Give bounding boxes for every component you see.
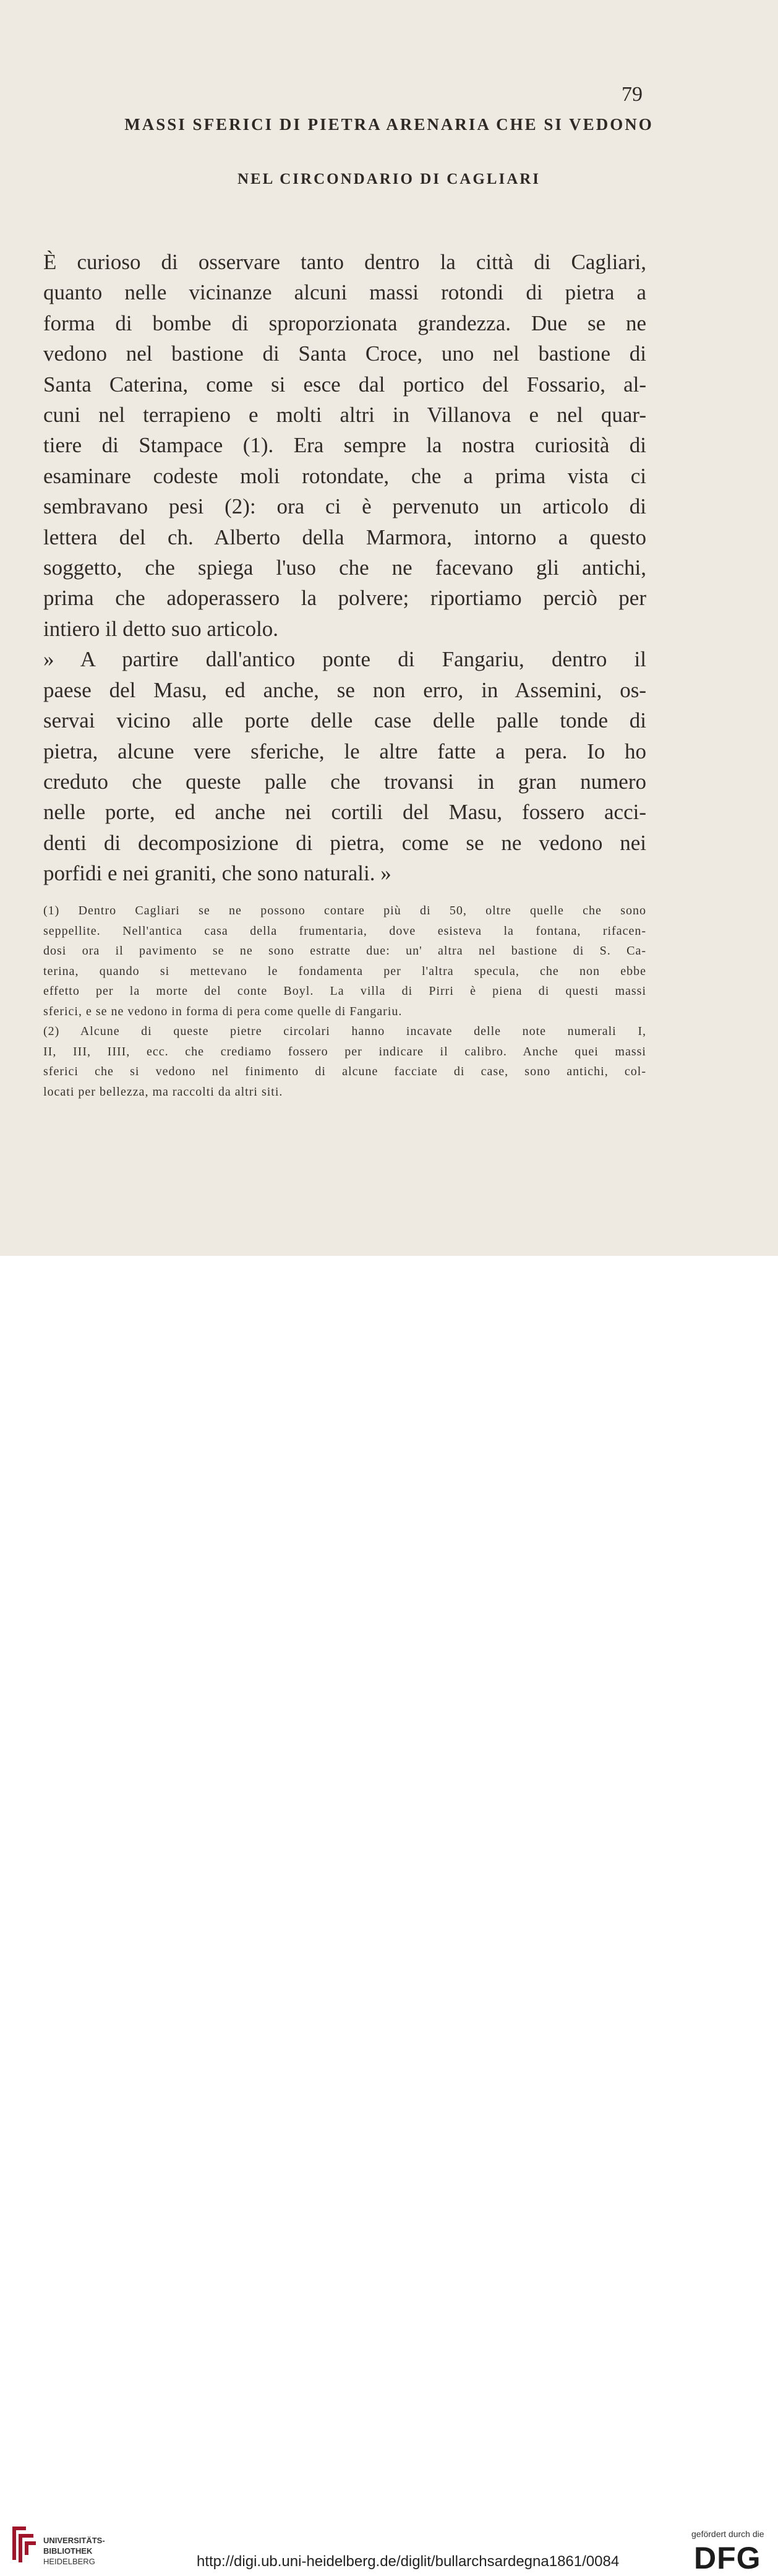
body-line: intiero il detto suo articolo. [43,616,279,641]
body-line: cuni nel terrapieno e molti altri in Villanova e nel quar- [43,403,646,427]
body-line: pietra, alcune vere sferiche, le altre fatte a pera. Io ho [43,739,646,763]
body-line: prima che adoperassero la polvere; riportiamo perciò per [43,586,646,611]
body-line: Santa Caterina, come si esce dal portico del Fossario, al- [43,372,646,397]
library-name-line3: HEIDELBERG [43,2557,95,2566]
footnote-line: dosi ora il pavimento se ne sono estratte due: un' altra nel bastione di S. Ca- [43,944,646,958]
body-text [43,247,646,889]
body-line: È curioso di osservare tanto dentro la città di Cagliari, [43,250,646,274]
body-line: porfidi e nei graniti, che sono naturali. » [43,861,391,886]
footnote-line: locati per bellezza, ma raccolti da altri siti. [43,1084,283,1099]
body-line: esaminare codeste moli rotondate, che a prima vista ci [43,463,646,488]
body-line: creduto che queste palle che trovansi in gran numero [43,769,646,794]
body-line: forma di bombe di sproporzionata grandezza. Due se ne [43,311,646,335]
body-line: sembravano pesi (2): ora ci è pervenuto un articolo di [43,494,646,519]
footnote-line: sferici che si vedono nel finimento di alcune facciate di case, sono antichi, col- [43,1065,646,1078]
body-line: tiere di Stampace (1). Era sempre la nostra curiosità di [43,433,646,458]
page-number: 79 [622,83,643,106]
library-name-line2: BIBLIOTHEK [43,2546,93,2556]
body-line: nelle porte, ed anche nei cortili del Masu, fossero acci- [43,800,646,825]
library-name [43,2535,105,2567]
library-logo-icon [7,2524,38,2564]
footnote-line: II, III, IIII, ecc. che crediamo fossero per indicare il calibro. Anche quei massi [43,1044,646,1058]
body-line: soggetto, che spiega l'uso che ne facevano gli antichi, [43,556,646,580]
body-line: paese del Masu, ed anche, se non erro, in Assemini, os- [43,677,646,702]
footnote-line: seppellite. Nell'antica casa della frumentaria, dove esisteva la fontana, rifacen- [43,924,646,938]
body-line: denti di decomposizione di pietra, come se ne vedono nei [43,830,646,855]
footnote-line: sferici, e se ne vedono in forma di pera come quelle di Fangariu. [43,1004,403,1018]
footer-bar [0,1256,778,2575]
body-line: quanto nelle vicinanze alcuni massi rotondi di pietra a [43,280,646,305]
footnote-line: terina, quando si mettevano le fondamenta per l'altra specula, che non ebbe [43,964,646,978]
body-line: » A partire dall'antico ponte di Fangariu, dentro il [43,647,646,672]
funded-by-label: gefördert durch die [691,2529,764,2539]
footnotes [43,901,646,1102]
library-name-line1: UNIVERSITÄTS- [43,2536,105,2545]
article-subtitle: NEL CIRCONDARIO DI CAGLIARI [237,171,541,187]
body-line: lettera del ch. Alberto della Marmora, intorno a questo [43,525,646,549]
body-line: servai vicino alle porte delle case delle palle tonde di [43,708,646,733]
source-url-link[interactable]: http://digi.ub.uni-heidelberg.de/diglit/bullarchsardegna1861/0084 [197,2553,620,2570]
footnote-line: effetto per la morte del conte Boyl. La villa di Pirri è piena di questi massi [43,984,646,998]
scanned-page [0,0,778,1256]
dfg-logo: DFG [694,2541,761,2575]
article-title: MASSI SFERICI DI PIETRA ARENARIA CHE SI VEDONO [124,115,654,134]
footnote-line: (2) Alcune di queste pietre circolari hanno incavate delle note numerali I, [43,1024,646,1038]
body-line: vedono nel bastione di Santa Croce, uno nel bastione di [43,341,646,366]
footnote-line: (1) Dentro Cagliari se ne possono contare più di 50, oltre quelle che sono [43,904,646,917]
